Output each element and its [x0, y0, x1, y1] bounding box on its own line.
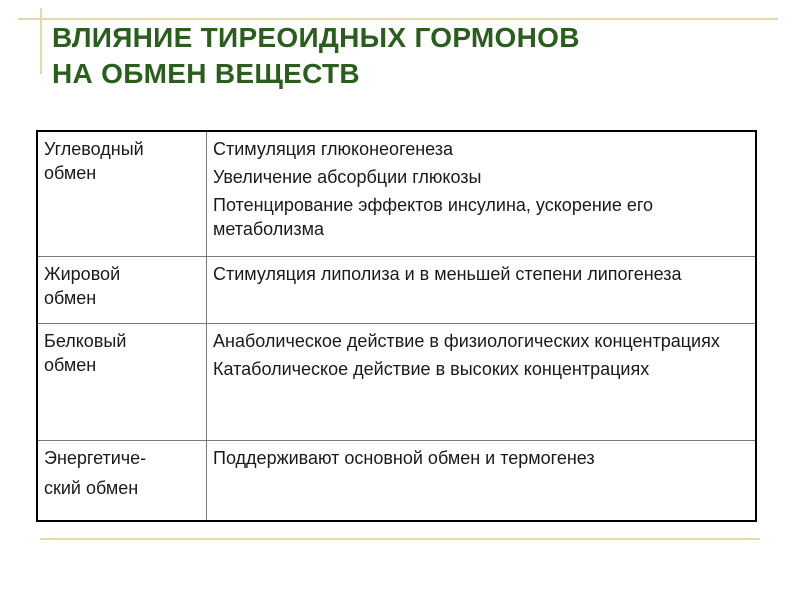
table-row-lipid — [37, 257, 756, 324]
effect-item: Катаболическое действие в высоких концентрациях — [213, 359, 650, 379]
effect-item: Потенцирование эффектов инсулина, ускорение его метаболизма — [213, 195, 654, 239]
side-decorative-rule — [40, 8, 42, 74]
table-row-carbohydrate — [37, 131, 756, 257]
row-label-lipid — [37, 257, 207, 324]
row-label-line: Энергетиче- — [44, 448, 147, 468]
effect-item: Стимуляция липолиза и в меньшей степени липогенеза — [213, 264, 682, 284]
row-label-line: Углеводный — [44, 139, 144, 159]
effect-item: Стимуляция глюконеогенеза — [213, 139, 454, 159]
table-row-protein — [37, 324, 756, 441]
slide-title-line-2: НА ОБМЕН ВЕЩЕСТВ — [52, 58, 360, 89]
row-label-line: обмен — [44, 163, 97, 183]
effect-item: Увеличение абсорбции глюкозы — [213, 167, 482, 187]
row-label-line: Жировой — [44, 264, 121, 284]
row-effects-energy — [207, 441, 757, 522]
row-label-energy — [37, 441, 207, 522]
effect-item: Поддерживают основной обмен и термогенез — [213, 448, 595, 468]
effect-item: Анаболическое действие в физиологических концентрациях — [213, 331, 720, 351]
row-label-line: ский обмен — [44, 478, 139, 498]
row-label-line: обмен — [44, 288, 97, 308]
row-label-line: Белковый — [44, 331, 127, 351]
row-label-line: обмен — [44, 355, 97, 375]
table-row-energy — [37, 441, 756, 522]
row-effects-protein — [207, 324, 757, 441]
row-effects-carbohydrate — [207, 131, 757, 257]
row-label-carbohydrate — [37, 131, 207, 257]
row-effects-lipid — [207, 257, 757, 324]
metabolism-effects-table — [36, 130, 757, 522]
slide-title — [52, 20, 752, 92]
bottom-decorative-rule — [40, 538, 760, 540]
slide-title-line-1: ВЛИЯНИЕ ТИРЕОИДНЫХ ГОРМОНОВ — [52, 22, 580, 53]
row-label-protein — [37, 324, 207, 441]
